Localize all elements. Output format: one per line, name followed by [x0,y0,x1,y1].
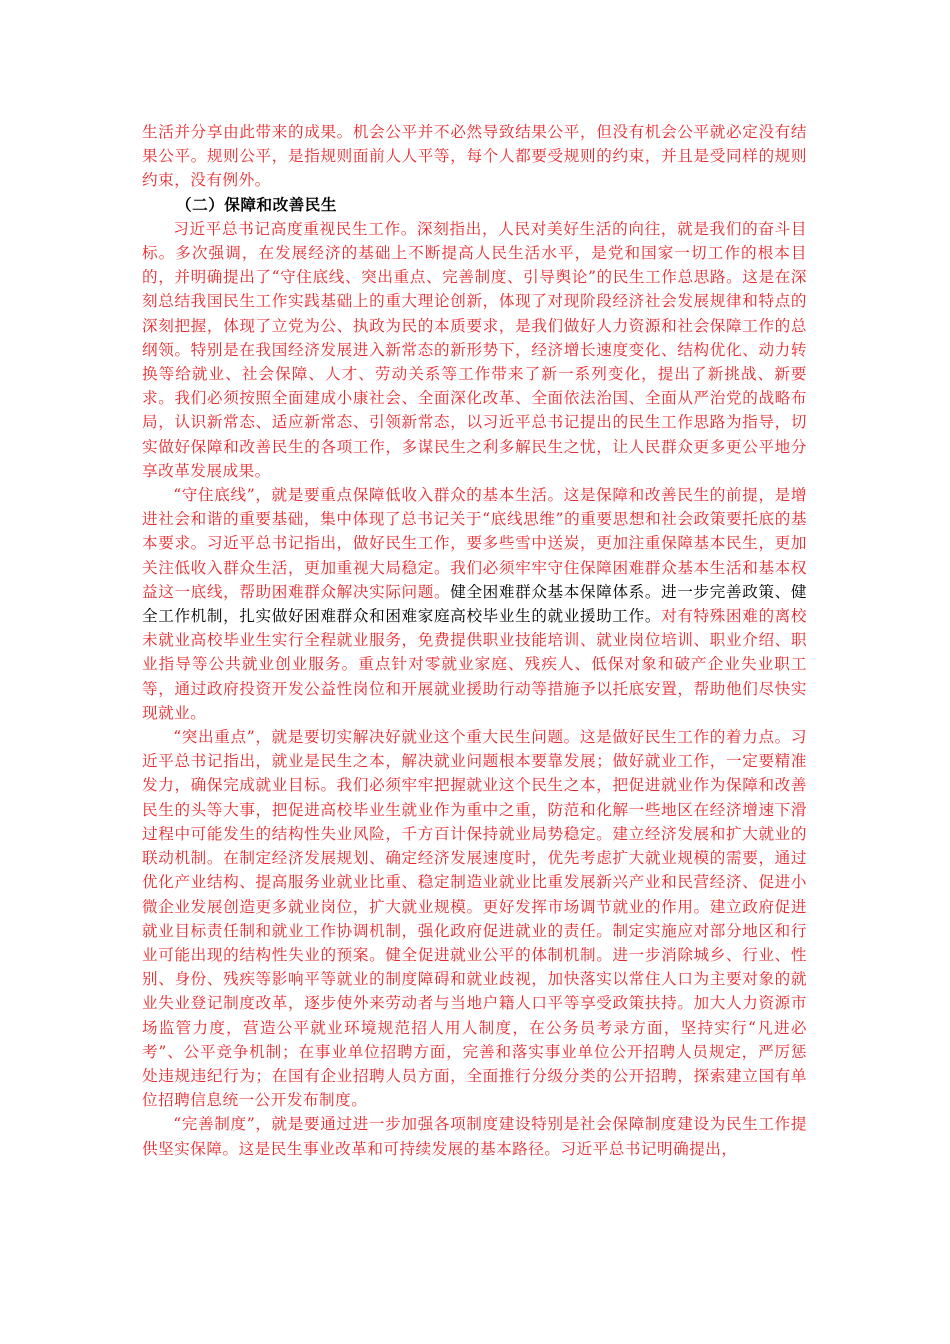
bottom-line-black-text: 健全困难群众基本保障体系。进一步完善政策、健全工作机制，扎实做好困难群众和困难家庭高校毕业生的就业援助工作。 [142,582,807,626]
paragraph-intro: 生活并分享由此带来的成果。机会公平并不必然导致结果公平，但没有机会公平就必定没有结果公平。规则公平，是指规则面前人人平等，每个人都要受规则的约束，并且是受同样的规则约束，没有例外。 [142,123,807,190]
bottom-line-text: “守住底线”，就是要重点保障低收入群众的基本生活。这是保障和改善民生的前提，是增进社会和谐的重要基础，集中体现了总书记关于“底线思维”的重要思想和社会政策要托底的基本要求。习近平总书记指出，做好民生工作，要多些雪中送炭，更加注重保障基本民生，更加关注低收入群众生活，更加重视大局稳定。我们必须牢牢守住保障困难群众基本生活和基本权益这一底线，帮助困难群众解决实际问题。 [142,486,807,601]
document-body [142,120,807,1161]
paragraph-system: “完善制度”，就是要通过进一步加强各项制度建设特别是社会保障制度建设为民生工作提供坚实保障。这是民生事业改革和可持续发展的基本路径。习近平总书记明确提出， [142,1115,807,1158]
bottom-line-text-2: 对有特殊困难的离校未就业高校毕业生实行全程就业服务，免费提供职业技能培训、就业岗位培训、职业介绍、职业指导等公共就业创业服务。重点针对零就业家庭、残疾人、低保对象和破产企业失业职工等，通过政府投资开发公益性岗位和开展就业援助行动等措施予以托底安置，帮助他们尽快实现就业。 [142,607,807,722]
paragraph-bottom-line [142,483,807,725]
paragraph-key-points: “突出重点”，就是要切实解决好就业这个重大民生问题。这是做好民生工作的着力点。习近平总书记指出，就业是民生之本，解决就业问题根本要靠发展；做好就业工作，一定要精准发力，确保完成就业目标。我们必须牢牢把握就业这个民生之本，把促进就业作为保障和改善民生的头等大事，把促进高校毕业生就业作为重中之重，防范和化解一些地区在经济增速下滑过程中可能发生的结构性失业风险，千方百计保持就业局势稳定。建立经济发展和扩大就业的联动机制。在制定经济发展规划、确定经济发展速度时，优先考虑扩大就业规模的需要，通过优化产业结构、提高服务业就业比重、稳定制造业就业比重发展新兴产业和民营经济、促进小微企业发展创造更多就业岗位，扩大就业规模。更好发挥市场调节就业的作用。建立政府促进就业目标责任制和就业工作协调机制，强化政府促进就业的责任。制定实施应对部分地区和行业可能出现的结构性失业的预案。健全促进就业公平的体制机制。进一步消除城乡、行业、性别、身份、残疾等影响平等就业的制度障碍和就业歧视，加快落实以常住人口为主要对象的就业失业登记制度改革，逐步使外来劳动者与当地户籍人口平等享受政策扶持。加大人力资源市场监管力度，营造公平就业环境规范招人用人制度，在公务员考录方面，坚持实行“凡进必考”、公平竞争机制；在事业单位招聘方面，完善和落实事业单位公开招聘人员规定，严厉惩处违规违纪行为；在国有企业招聘人员方面，全面推行分级分类的公开招聘，探索建立国有单位招聘信息统一公开发布制度。 [142,728,807,1110]
paragraph-livelihood: 习近平总书记高度重视民生工作。深刻指出，人民对美好生活的向往，就是我们的奋斗目标。多次强调，在发展经济的基础上不断提高人民生活水平，是党和国家一切工作的根本目的，并明确提出了“守住底线、突出重点、完善制度、引导舆论”的民生工作总思路。这是在深刻总结我国民生工作实践基础上的重大理论创新，体现了对现阶段经济社会发展规律和特点的深刻把握，体现了立党为公、执政为民的本质要求，是我们做好人力资源和社会保障工作的总纲领。特别是在我国经济发展进入新常态的新形势下，经济增长速度变化、结构优化、动力转换等给就业、社会保障、人才、劳动关系等工作带来了新一系列变化，提出了新挑战、新要求。我们必须按照全面建成小康社会、全面深化改革、全面依法治国、全面从严治党的战略布局，认识新常态、适应新常态、引领新常态，以习近平总书记提出的民生工作思路为指导，切实做好保障和改善民生的各项工作，多谋民生之利多解民生之忧，让人民群众更多更公平地分享改革发展成果。 [142,219,807,480]
section-heading: （二）保障和改善民生 [176,194,337,214]
